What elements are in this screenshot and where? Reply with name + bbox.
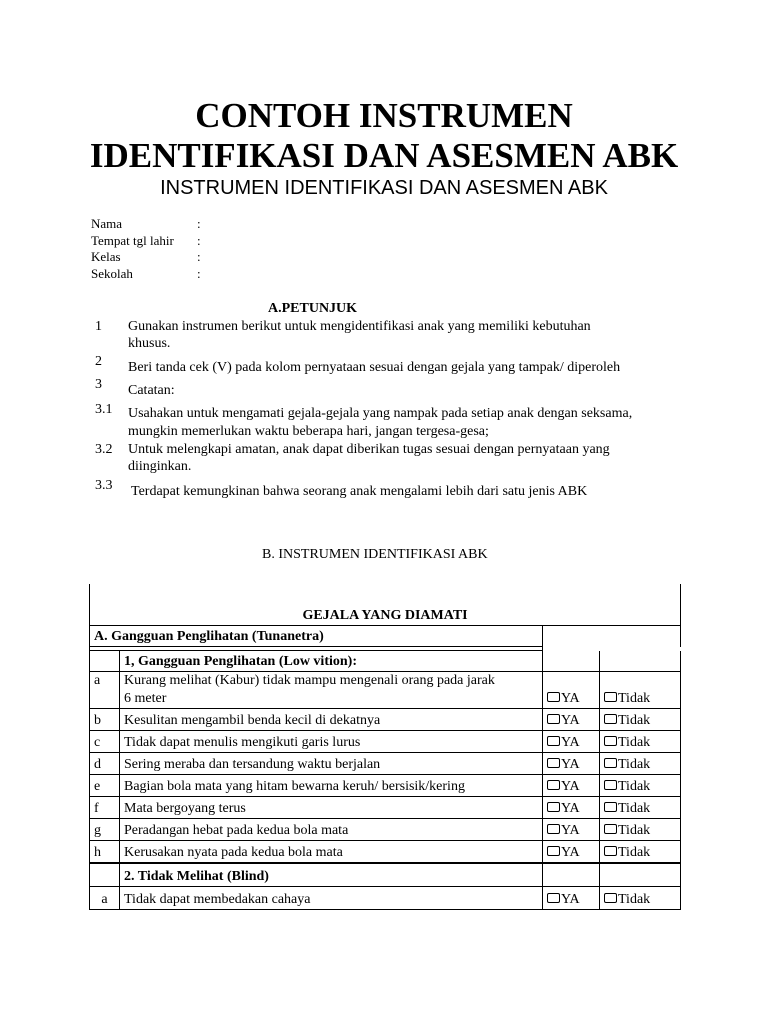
gejala-table <box>89 584 681 910</box>
checkbox-icon[interactable] <box>604 824 617 834</box>
ya-checkbox-label: YA <box>561 691 580 706</box>
checkbox-icon[interactable] <box>604 736 617 746</box>
checkbox-icon[interactable] <box>547 736 560 746</box>
ya-checkbox-label: YA <box>561 713 580 728</box>
petunjuk-text: Usahakan untuk mengamati gejala-gejala yang nampak pada setiap anak dengan seksama, <box>128 406 633 421</box>
checkbox-icon[interactable] <box>604 846 617 856</box>
row-description <box>120 753 543 775</box>
tidak-checkbox[interactable] <box>600 672 681 709</box>
tidak-checkbox[interactable] <box>600 753 681 775</box>
tidak-checkbox[interactable] <box>600 775 681 797</box>
field-label-tempat-tgl-lahir: Tempat tgl lahir <box>91 233 174 248</box>
tidak-checkbox-label: Tidak <box>618 735 651 750</box>
ya-checkbox-label: YA <box>561 757 580 772</box>
petunjuk-num: 3.1 <box>95 402 113 417</box>
row-id: a <box>90 887 120 910</box>
tidak-checkbox-label: Tidak <box>618 801 651 816</box>
row-text: Peradangan hebat pada kedua bola mata <box>124 823 349 838</box>
checkbox-icon[interactable] <box>604 758 617 768</box>
checkbox-icon[interactable] <box>547 780 560 790</box>
table-row <box>90 709 681 731</box>
row-text: Tidak dapat menulis mengikuti garis lurus <box>124 735 361 750</box>
petunjuk-text: Catatan: <box>128 383 175 398</box>
tidak-checkbox[interactable] <box>600 709 681 731</box>
title-line-2: IDENTIFIKASI DAN ASESMEN ABK <box>89 136 679 175</box>
row-description <box>120 819 543 841</box>
table-row <box>90 819 681 841</box>
petunjuk-num: 3.3 <box>95 478 113 493</box>
checkbox-icon[interactable] <box>547 714 560 724</box>
petunjuk-text: mungkin memerlukan waktu beberapa hari, jangan tergesa-gesa; <box>128 424 489 439</box>
checkbox-icon[interactable] <box>547 692 560 702</box>
checkbox-icon[interactable] <box>547 846 560 856</box>
field-colon: : <box>197 266 201 281</box>
row-id: c <box>90 731 120 753</box>
row-description <box>120 731 543 753</box>
tidak-checkbox[interactable] <box>600 887 681 910</box>
ya-checkbox-label: YA <box>561 892 580 907</box>
row-id: d <box>90 753 120 775</box>
subtitle: INSTRUMEN IDENTIFIKASI DAN ASESMEN ABK <box>160 177 608 199</box>
table-row <box>90 841 681 864</box>
section-row <box>90 626 681 647</box>
row-description <box>120 775 543 797</box>
row-text: Kerusakan nyata pada kedua bola mata <box>124 845 343 860</box>
row-description <box>120 672 543 709</box>
title-line-1: CONTOH INSTRUMEN <box>195 96 573 135</box>
row-text: Kurang melihat (Kabur) tidak mampu mengenali orang pada jarak <box>124 673 495 688</box>
field-label-sekolah: Sekolah <box>91 266 133 281</box>
ya-checkbox[interactable] <box>543 841 600 864</box>
checkbox-icon[interactable] <box>547 758 560 768</box>
petunjuk-num: 3.2 <box>95 442 113 457</box>
tidak-checkbox-label: Tidak <box>618 845 651 860</box>
row-text: Tidak dapat membedakan cahaya <box>124 892 311 907</box>
row-text: Kesulitan mengambil benda kecil di dekatnya <box>124 713 381 728</box>
ya-checkbox[interactable] <box>543 731 600 753</box>
row-description <box>120 709 543 731</box>
row-text: Sering meraba dan tersandung waktu berjalan <box>124 757 381 772</box>
row-text: Bagian bola mata yang hitam bewarna keruh/ bersisik/kering <box>124 779 465 794</box>
tidak-checkbox-label: Tidak <box>618 691 651 706</box>
gejala-rows <box>90 887 681 910</box>
table-row <box>90 887 681 910</box>
table-row <box>90 775 681 797</box>
row-text: Mata bergoyang terus <box>124 801 246 816</box>
ya-checkbox-label: YA <box>561 779 580 794</box>
ya-checkbox-label: YA <box>561 801 580 816</box>
row-id: h <box>90 841 120 864</box>
table-row <box>90 753 681 775</box>
instrumen-heading: B. INSTRUMEN IDENTIFIKASI ABK <box>262 547 488 562</box>
ya-checkbox-label: YA <box>561 845 580 860</box>
petunjuk-text: diinginkan. <box>128 459 192 474</box>
tidak-checkbox[interactable] <box>600 841 681 864</box>
field-colon: : <box>197 216 201 231</box>
tidak-checkbox[interactable] <box>600 731 681 753</box>
tidak-checkbox[interactable] <box>600 797 681 819</box>
checkbox-icon[interactable] <box>547 802 560 812</box>
gejala-rows <box>90 672 681 864</box>
checkbox-icon[interactable] <box>604 692 617 702</box>
ya-checkbox[interactable] <box>543 775 600 797</box>
field-colon: : <box>197 233 201 248</box>
row-description <box>120 841 543 864</box>
section-title: A. Gangguan Penglihatan (Tunanetra) <box>90 626 543 647</box>
petunjuk-text: Terdapat kemungkinan bahwa seorang anak mengalami lebih dari satu jenis ABK <box>131 484 588 499</box>
checkbox-icon[interactable] <box>604 714 617 724</box>
ya-checkbox[interactable] <box>543 797 600 819</box>
row-description <box>120 887 543 910</box>
field-colon: : <box>197 249 201 264</box>
ya-checkbox-label: YA <box>561 823 580 838</box>
table-row <box>90 672 681 709</box>
table-row <box>90 731 681 753</box>
tidak-checkbox[interactable] <box>600 819 681 841</box>
tidak-checkbox-label: Tidak <box>618 823 651 838</box>
petunjuk-num: 3 <box>95 377 102 392</box>
field-label-nama: Nama <box>91 216 123 231</box>
subsection-row <box>90 863 681 887</box>
row-id: g <box>90 819 120 841</box>
table-header-row <box>90 584 681 626</box>
ya-checkbox[interactable] <box>543 887 600 910</box>
tidak-checkbox-label: Tidak <box>618 713 651 728</box>
checkbox-icon[interactable] <box>604 893 617 903</box>
table-row <box>90 797 681 819</box>
row-id: a <box>90 672 120 709</box>
ya-checkbox[interactable] <box>543 819 600 841</box>
petunjuk-num: 2 <box>95 354 102 369</box>
checkbox-icon[interactable] <box>547 893 560 903</box>
row-id: f <box>90 797 120 819</box>
petunjuk-num: 1 <box>95 319 102 334</box>
ya-checkbox[interactable] <box>543 709 600 731</box>
ya-checkbox[interactable] <box>543 672 600 709</box>
petunjuk-text: Gunakan instrumen berikut untuk mengidentifikasi anak yang memiliki kebutuhan <box>128 319 591 334</box>
ya-checkbox[interactable] <box>543 753 600 775</box>
petunjuk-text: Beri tanda cek (V) pada kolom pernyataan sesuai dengan gejala yang tampak/ diperoleh <box>128 360 621 375</box>
checkbox-icon[interactable] <box>547 824 560 834</box>
table-header: GEJALA YANG DIAMATI <box>90 584 681 626</box>
row-description <box>120 797 543 819</box>
petunjuk-text: khusus. <box>128 336 171 351</box>
field-label-kelas: Kelas <box>91 249 121 264</box>
subsection-title: 1, Gangguan Penglihatan (Low vition): <box>120 651 543 672</box>
row-id: e <box>90 775 120 797</box>
subsection-row <box>90 651 681 672</box>
petunjuk-text: Untuk melengkapi amatan, anak dapat diberikan tugas sesuai dengan pernyataan yang <box>128 442 610 457</box>
tidak-checkbox-label: Tidak <box>618 892 651 907</box>
checkbox-icon[interactable] <box>604 780 617 790</box>
tidak-checkbox-label: Tidak <box>618 779 651 794</box>
tidak-checkbox-label: Tidak <box>618 757 651 772</box>
petunjuk-heading: A.PETUNJUK <box>268 301 358 316</box>
ya-checkbox-label: YA <box>561 735 580 750</box>
row-text: 6 meter <box>124 691 167 706</box>
row-id: b <box>90 709 120 731</box>
checkbox-icon[interactable] <box>604 802 617 812</box>
subsection-title: 2. Tidak Melihat (Blind) <box>120 863 543 887</box>
